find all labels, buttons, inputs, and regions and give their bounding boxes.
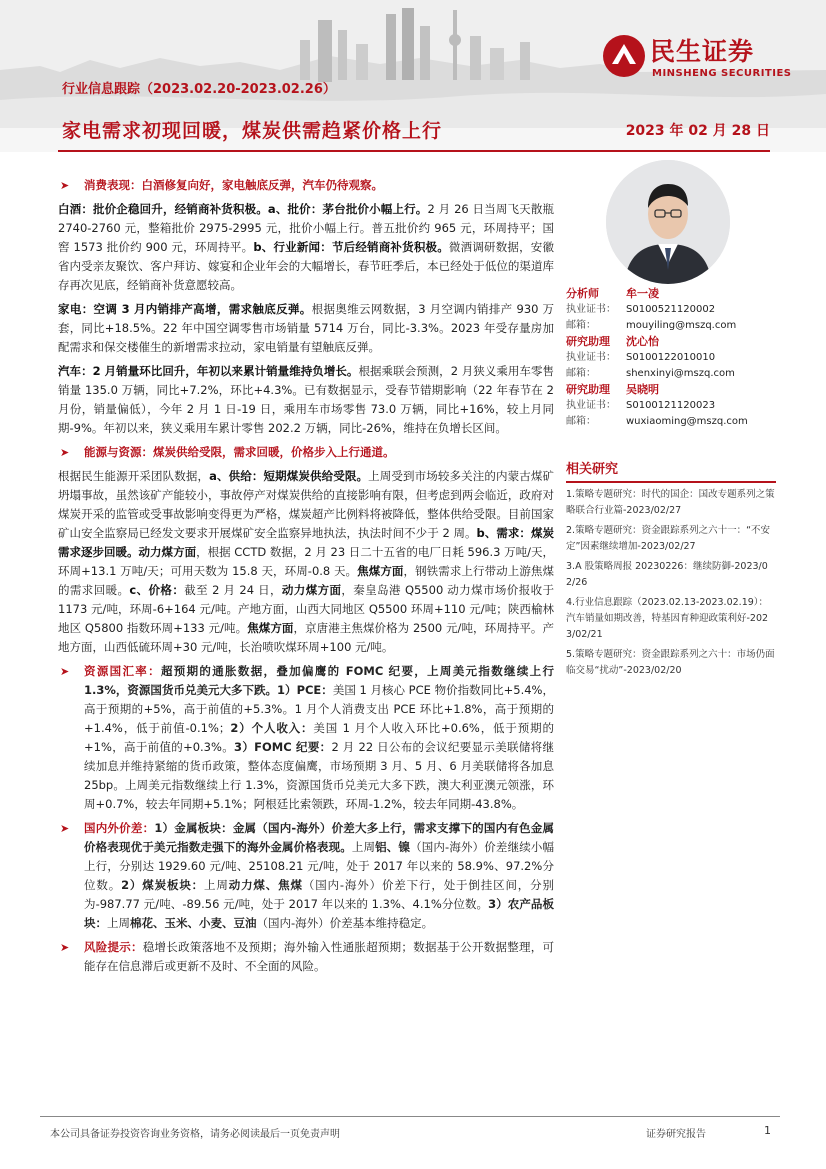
paragraph-baijiu: 白酒：批价企稳回升，经销商补货积极。a、批价：茅台批价小幅上行。2 月 26 日当周飞天散瓶 2740-2760 元，整箱批价 2975-2995 元，批价小幅上行。普五批价约 965 元，环周持平；国窖 1573 批价约 900 元，环周持平。b、行业新闻：节后经销商补货积极。微酒调研数据，安徽省内受亲友聚饮、客户拜访、嫁宴和企业年会的大幅增长，春节旺季后，本已经处于低位的渠道库存再次见底，经销商补货意愿较高。 — [58, 202, 555, 292]
report-series-label: 行业信息跟踪（2023.02.20-2023.02.26） — [62, 82, 336, 97]
title-divider — [58, 150, 770, 152]
related-research-link[interactable]: 5.策略专题研究：资金跟踪系列之六十：市场仍面临交易“扰动”-2023/02/20 — [566, 649, 775, 676]
paragraph-appliance: 家电：空调 3 月内销排产高增，需求触底反弹。根据奥维云网数据，3 月空调内销排产 930 万套，同比+18.5%。22 年中国空调零售市场销量 5714 万台，同比-3.3%。2023 年受存量房加配需求和保交楼催生的新增需求拉动，家电销量有望触底反弹。 — [58, 302, 554, 354]
page-number: 1 — [764, 1124, 771, 1137]
arrow-bullet-icon: ➤ — [60, 665, 70, 678]
footer-report-type: 证券研究报告 — [646, 1129, 706, 1140]
paragraph-spread: ➤ 国内外价差：1）金属板块：金属（国内-海外）价差大多上行，需求支撑下的国内有色金属价格表现优于美元指数走强下的海外金属价格表现。上周铝、镍（国内-海外）价差继续小幅上行，分别达 1929.60 元/吨、25108.21 元/吨，处于 2017 年以来的 58.9%、97.2%分位数。2）煤炭板块：上周动力煤、焦煤（国内-海外）价差下行，处于倒挂区间，分别为-987.77 元/吨、-89.56 元/吨，处于 2017 年以来的 1.3%、4.1%分位数。3）农产品板块：上周棉花、玉米、小麦、豆油（国内-海外）价差基本维持稳定。 — [60, 821, 555, 930]
analyst-block: 分析师 牟一凌 执业证书： S0100521120002 邮箱： mouyiling@mszq.com — [566, 286, 776, 334]
arrow-bullet-icon: ➤ — [60, 179, 70, 192]
analyst-name: 牟一凌 — [626, 287, 659, 300]
arrow-bullet-icon: ➤ — [60, 822, 70, 835]
analyst-email-link[interactable]: mouyiling@mszq.com — [626, 320, 737, 331]
paragraph-auto: 汽车：2 月销量环比回升，年初以来累计销量维持负增长。根据乘联会预测，2 月狭义乘用车零售销量 135.0 万辆，同比+7.2%，环比+4.3%。已有数据显示，受春节错期影响（22 年春节在 2 月份，销量偏低），今年 2 月 1 日-19 日，乘用车市场零售 73.0 万辆，同比+16%，较上月同期-9%。年初以来，狭义乘用车累计零售 202.2 万辆，同比-26%，维持在负增长区间。 — [58, 364, 554, 435]
paragraph-fx: ➤ 资源国汇率：超预期的通胀数据，叠加偏鹰的 FOMC 纪要，上周美元指数继续上行 1.3%，资源国货币兑美元大多下跌。1）PCE：美国 1 月核心 PCE 物价指数同比+5.4%，高于预期的+5%，高于前值的+5.3%。1 月个人消费支出 PCE 环比+1.8%，高于预期的+1.4%，低于前值-0.1%；2）个人收入：美国 1 月个人收入环比+0.6%，低于预期的+1%，高于前值的+0.3%。3）FOMC 纪要：2 月 22 日公布的会议纪要显示美联储将继续加息并维持紧缩的货币政策，整体态度偏鹰，市场预期 3 月、5 月、6 月美联储将各加息 25bp。上周美元指数继续上行 1.3%，资源国货币兑美元大多下跌，澳大利亚澳元领涨，环周+0.7%，较去年同期+5.1%；阿根廷比索领跌，环周-1.2%，较去年同期-43.8%。 — [60, 664, 554, 811]
arrow-bullet-icon: ➤ — [60, 941, 70, 954]
paragraph-coal: 根据民生能源开采团队数据，a、供给：短期煤炭供给受限。上周受到市场较多关注的内蒙古煤矿坍塌事故，虽然该矿产能较小，事故停产对煤炭供给的直接影响有限，但考虑到两会临近，政府对煤炭开采的监管或受事故影响变得更为严格，煤炭超产比例料将被降低，整体供给受限。目前国家矿山安全监察局已经发文要求开展煤矿安全监察异地执法，执法时间不少于 2 周。b、需求：煤炭需求逐步回暖。动力煤方面，根据 CCTD 数据，2 月 23 日二十五省的电厂日耗 596.3 万吨/天，环周+13.1 万吨/天；可用天数为 15.8 天，环周-0.8 天。焦煤方面，钢铁需求上行带动上游焦煤的需求回暖。c、价格：截至 2 月 24 日，动力煤方面，秦皇岛港 Q5500 动力煤市场价报收于 1173 元/吨，环周-6+164 元/吨。产地方面，山西大同地区 Q5500 环周+110 元/吨；陕西榆林地区 Q5800 指数环周+133 元/吨。焦煤方面，京唐港主焦煤价格为 2500 元/吨，环周持平。产地方面，山西低硫环周+30 元/吨，长治喷吹煤环周+100 元/吨。 — [58, 469, 555, 654]
arrow-bullet-icon: ➤ — [60, 446, 70, 459]
analyst-name: 吴晓明 — [626, 383, 659, 396]
related-research-link[interactable]: 3.A 股策略周报 20230226：继续防御-2023/02/26 — [566, 561, 768, 588]
minsheng-logo — [602, 30, 802, 86]
related-research-link[interactable]: 1.策略专题研究：时代的国企：国改专题系列之策略联合行业篇-2023/02/27 — [566, 489, 775, 516]
related-research — [566, 458, 776, 679]
related-research-link[interactable]: 2.策略专题研究：资金跟踪系列之六十一：“不安定”因素继续增加-2023/02/27 — [566, 525, 770, 552]
related-research-link[interactable]: 4.行业信息跟踪（2023.02.13-2023.02.19）：汽车销量如期改善，特基因育种迎政策利好-2023/02/21 — [566, 597, 769, 640]
logo-text-cn: 民生证券 — [650, 37, 755, 66]
related-research-title: 相关研究 — [566, 458, 776, 483]
analyst-email-link[interactable]: wuxiaoming@mszq.com — [626, 416, 748, 427]
report-header — [0, 0, 826, 152]
footer-divider — [40, 1116, 780, 1117]
analyst-name: 沈心怡 — [626, 335, 659, 348]
logo-mark-icon — [602, 34, 646, 78]
main-column — [58, 176, 554, 981]
footer-disclaimer: 本公司具备证券投资咨询业务资格，请务必阅读最后一页免责声明 — [50, 1129, 340, 1140]
section-heading-energy: ➤ 能源与资源：煤炭供给受限，需求回暖，价格步入上行通道。 — [58, 443, 554, 462]
analyst-email-link[interactable]: shenxinyi@mszq.com — [626, 368, 735, 379]
analyst-list — [566, 286, 776, 430]
logo-text-en: MINSHENG SECURITIES — [652, 68, 792, 79]
paragraph-risk: ➤ 风险提示：稳增长政策落地不及预期；海外输入性通胀超预期；数据基于公开数据整理，可能存在信息滞后或更新不及时、不全面的风险。 — [60, 940, 555, 973]
analyst-portrait-icon — [606, 160, 730, 284]
analyst-block: 研究助理 沈心怡 执业证书： S0100122010010 邮箱： shenxinyi@mszq.com — [566, 334, 776, 382]
section-heading-consumption: ➤ 消费表现：白酒修复向好，家电触底反弹，汽车仍待观察。 — [58, 176, 554, 195]
publish-date: 2023 年 02 月 28 日 — [625, 123, 770, 139]
analyst-photo — [606, 160, 730, 284]
analyst-block: 研究助理 吴晓明 执业证书： S0100121120023 邮箱： wuxiaoming@mszq.com — [566, 382, 776, 430]
page-title: 家电需求初现回暖，煤炭供需趋紧价格上行 — [62, 120, 443, 142]
